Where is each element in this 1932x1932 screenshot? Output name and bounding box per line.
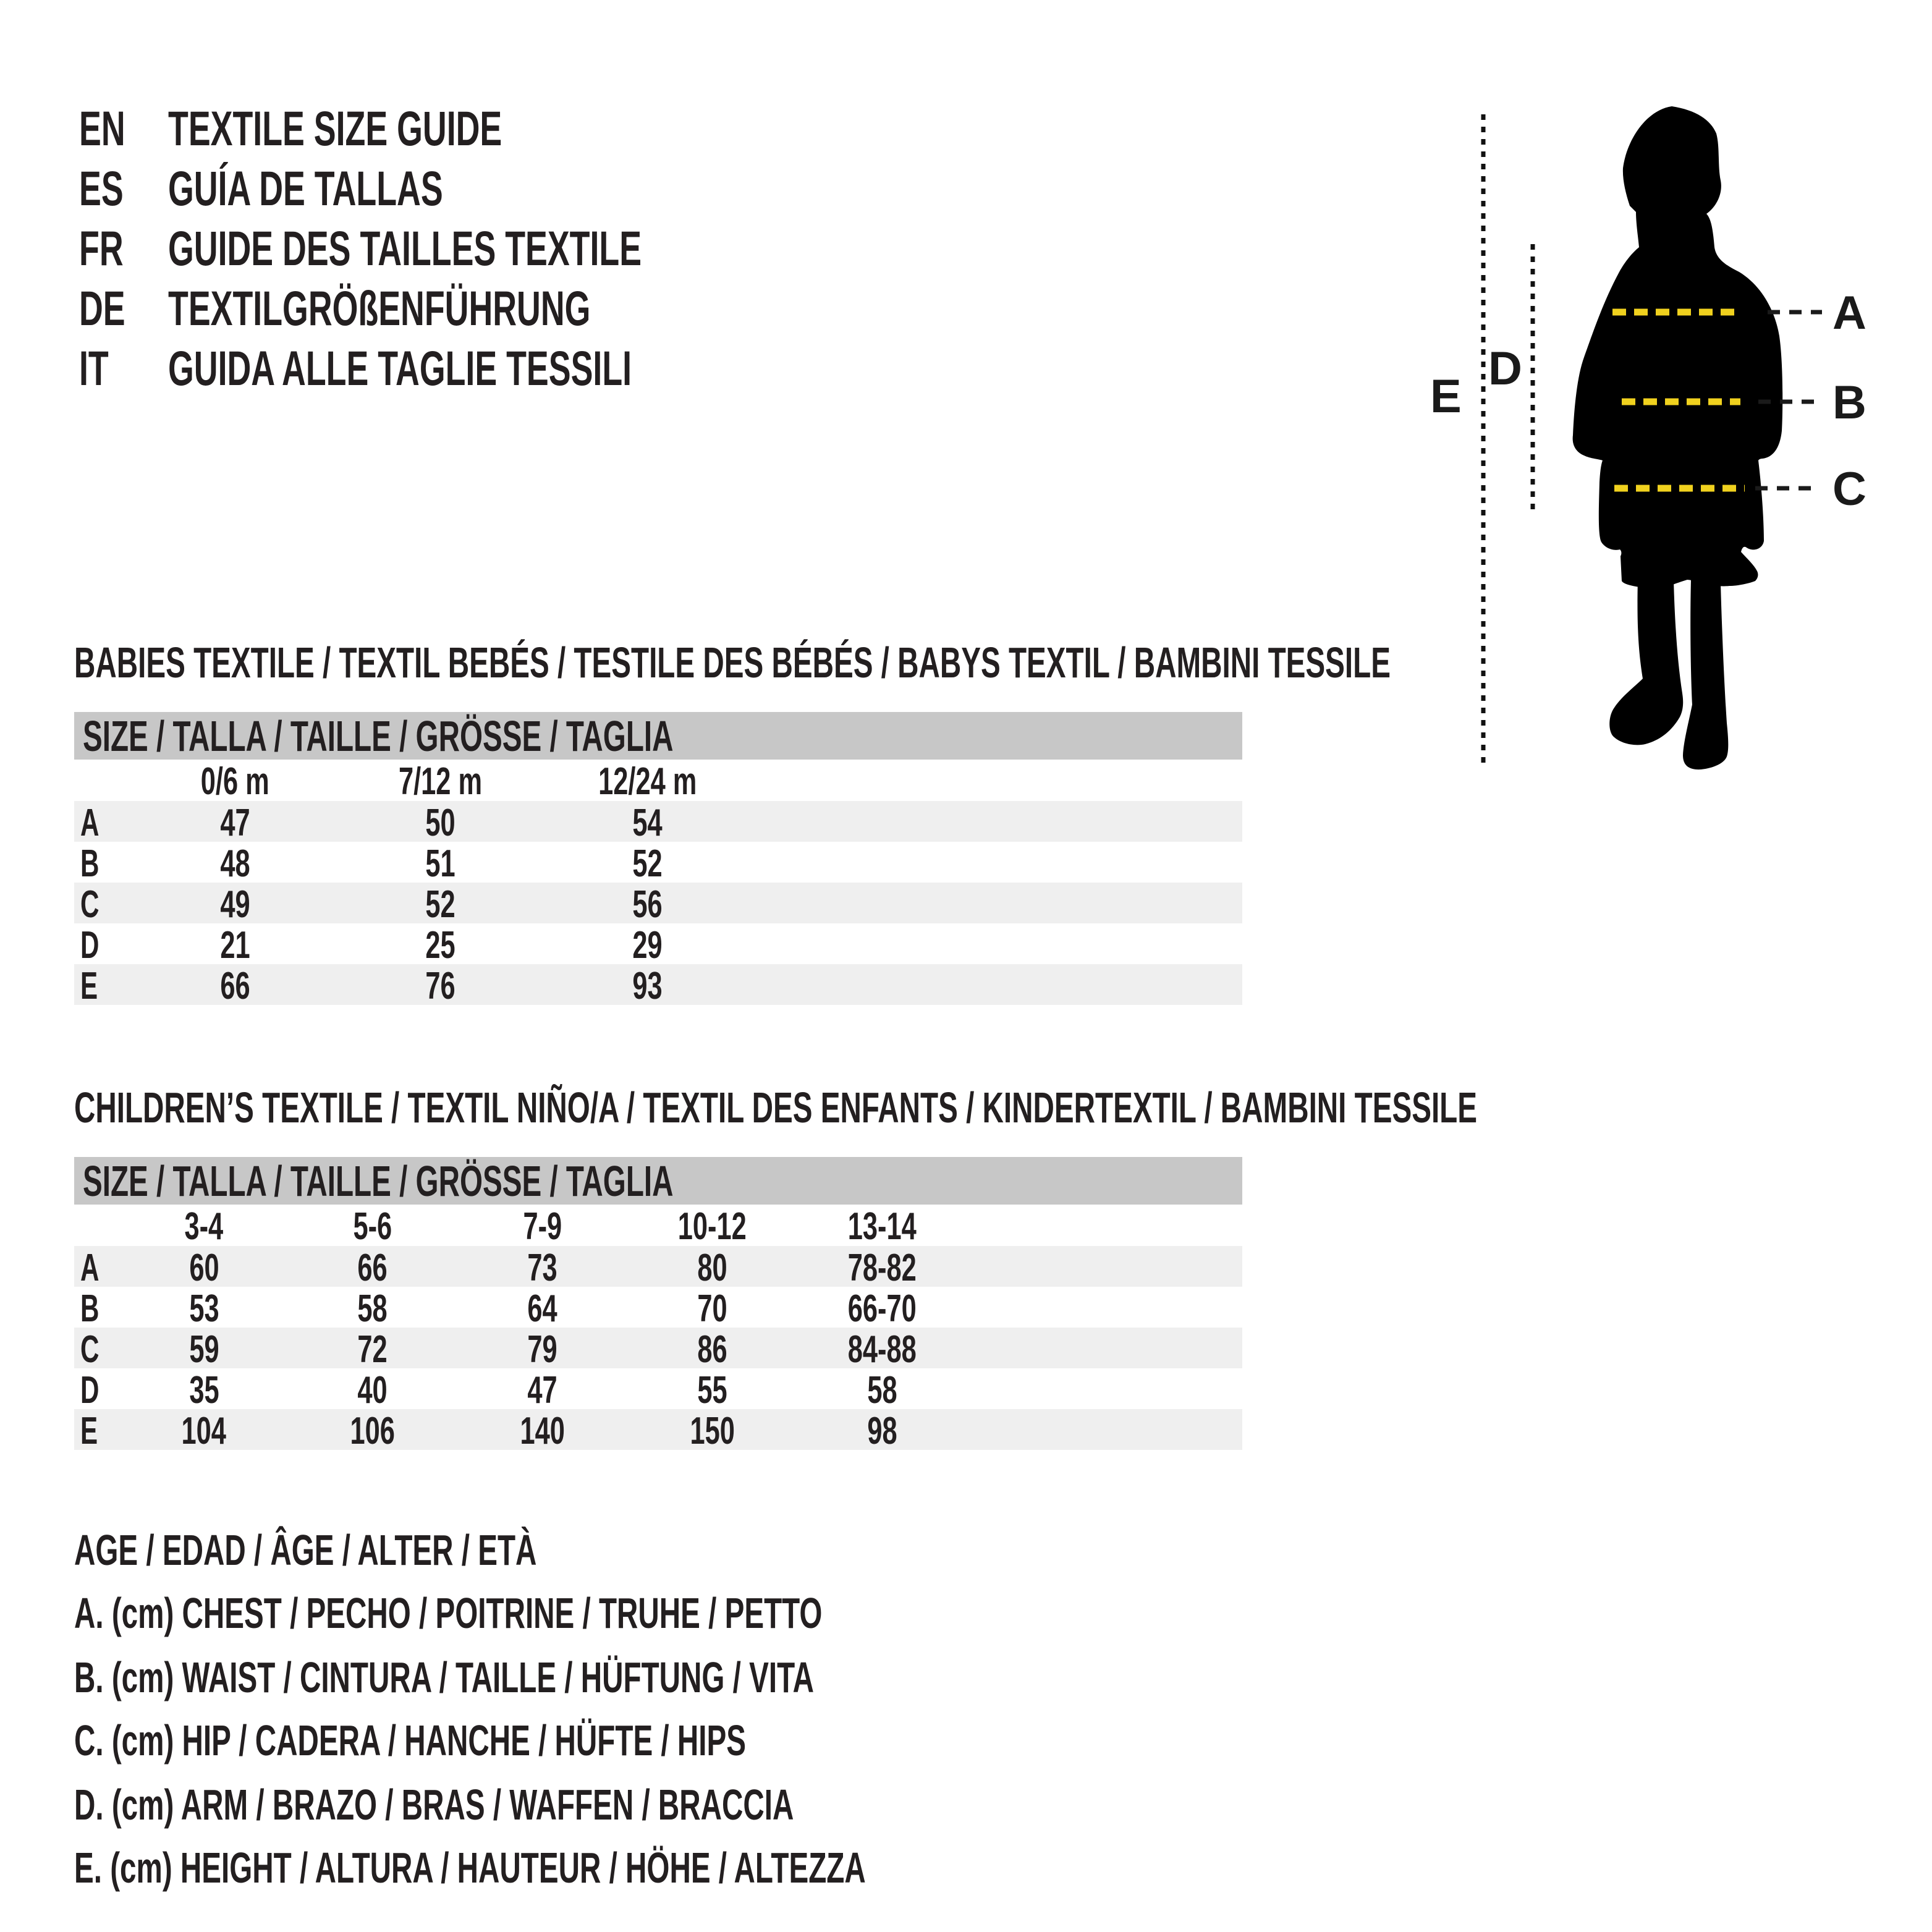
legend-hip-line [74, 1716, 1062, 1765]
value-text: 54 [632, 802, 663, 844]
children-col-header-7-9-text: 7-9 [523, 1205, 562, 1248]
value-text: 86 [697, 1328, 727, 1371]
language-row-fr [0, 221, 1360, 276]
value-cell [457, 1409, 627, 1453]
value-text: 84-88 [847, 1328, 917, 1371]
value-text: 150 [690, 1410, 735, 1452]
value-cell [627, 1368, 797, 1412]
value-cell [121, 1409, 287, 1453]
babies-size-header-text: SIZE / TALLA / TAILLE / GRÖSSE / TAGLIA [83, 711, 674, 760]
value-text: 79 [527, 1328, 557, 1371]
value-text: 47 [219, 802, 250, 844]
value-cell [133, 964, 337, 1008]
children-col-header-13-14-text: 13-14 [847, 1205, 917, 1248]
language-title-en: TEXTILE SIZE GUIDE [168, 101, 502, 156]
row-label-text: D [80, 924, 100, 967]
row-label-text: C [80, 1328, 100, 1371]
language-title-it: GUIDA ALLE TAGLIE TESSILI [168, 341, 632, 396]
value-text: 66-70 [847, 1287, 917, 1330]
legend-height-text: E. (cm) HEIGHT / ALTURA / HAUTEUR / HÖHE / ALTEZZA [74, 1844, 866, 1892]
children-col-header-5-6-text: 5-6 [353, 1205, 392, 1248]
value-text: 53 [189, 1287, 219, 1330]
value-text: 40 [357, 1369, 388, 1412]
row-label-text: B [80, 842, 100, 885]
value-text: 58 [867, 1369, 897, 1412]
legend-age-line [74, 1528, 755, 1572]
table-row [74, 923, 1242, 967]
value-text: 52 [632, 842, 663, 885]
row-label-text: E [80, 965, 98, 1007]
value-cell [544, 883, 751, 926]
row-label-text: B [80, 1287, 100, 1330]
children-col-header-13-14 [797, 1205, 967, 1248]
value-cell [337, 842, 544, 886]
value-cell [287, 1287, 457, 1331]
waist-label-b: B [1832, 376, 1866, 429]
value-cell [337, 801, 544, 845]
value-text: 49 [219, 883, 250, 926]
language-code-en: EN [79, 101, 125, 156]
value-cell [797, 1246, 967, 1290]
children-col-header-10-12-text: 10-12 [677, 1205, 747, 1248]
legend-arm-text: D. (cm) ARM / BRAZO / BRAS / WAFFEN / BRACCIA [74, 1781, 794, 1829]
chest-label-a: A [1832, 287, 1866, 339]
value-cell [337, 923, 544, 967]
value-cell [627, 1328, 797, 1371]
value-cell [337, 964, 544, 1008]
value-cell [133, 883, 337, 926]
value-text: 106 [350, 1410, 395, 1452]
table-row [74, 1328, 1242, 1371]
height-label-e: E [1430, 370, 1462, 423]
child-measurement-diagram [1421, 87, 1928, 803]
children-column-header-row [74, 1205, 1242, 1246]
table-row [74, 1246, 1242, 1287]
legend-chest-line [74, 1591, 1174, 1635]
row-label [74, 842, 133, 886]
children-col-header-10-12 [627, 1205, 797, 1248]
table-row [74, 964, 1242, 1005]
babies-section-title-text: BABIES TEXTILE / TEXTIL BEBÉS / TESTILE DES BÉBÉS / BABYS TEXTIL / BAMBINI TESSILE [74, 638, 1391, 687]
children-size-table [74, 1157, 1242, 1450]
babies-col-header-7-12m [337, 760, 544, 803]
children-size-header-bar [74, 1157, 1242, 1205]
row-label [74, 801, 133, 845]
value-cell [797, 1409, 967, 1453]
value-cell [457, 1368, 627, 1412]
babies-col-header-0-6m [133, 760, 337, 803]
value-text: 64 [527, 1287, 557, 1330]
value-cell [287, 1328, 457, 1371]
children-col-header-3-4-text: 3-4 [184, 1205, 224, 1248]
value-cell [627, 1287, 797, 1331]
value-cell [457, 1328, 627, 1371]
language-code-fr: FR [79, 221, 124, 276]
value-text: 50 [425, 802, 455, 844]
babies-col-header-12-24m-text: 12/24 m [598, 760, 697, 803]
row-label [74, 883, 133, 926]
value-cell [133, 801, 337, 845]
legend-height-line [74, 1844, 1238, 1892]
table-row [74, 1287, 1242, 1328]
babies-section-title [74, 638, 1932, 687]
value-text: 56 [632, 883, 663, 926]
children-size-header-text: SIZE / TALLA / TAILLE / GRÖSSE / TAGLIA [83, 1156, 674, 1205]
value-text: 48 [219, 842, 250, 885]
children-section-title-text: CHILDREN’S TEXTILE / TEXTIL NIÑO/A / TEXTIL DES ENFANTS / KINDERTEXTIL / BAMBINI TESSILE [74, 1083, 1477, 1132]
row-label [74, 1368, 121, 1412]
legend-chest-text: A. (cm) CHEST / PECHO / POITRINE / TRUHE / PETTO [74, 1589, 823, 1637]
language-code-it: IT [79, 341, 109, 396]
value-text: 21 [219, 924, 250, 967]
value-text: 104 [181, 1410, 227, 1452]
language-title-es: GUÍA DE TALLAS [168, 161, 443, 216]
value-cell [121, 1368, 287, 1412]
value-cell [797, 1287, 967, 1331]
value-text: 140 [520, 1410, 565, 1452]
value-cell [287, 1246, 457, 1290]
table-row [74, 1409, 1242, 1450]
value-cell [457, 1287, 627, 1331]
babies-col-header-12-24m [544, 760, 751, 803]
babies-column-header-row [74, 760, 1242, 801]
row-label-text: C [80, 883, 100, 926]
child-body-shape [1573, 106, 1783, 588]
table-row [74, 1368, 1242, 1412]
table-row [74, 883, 1242, 926]
value-cell [627, 1246, 797, 1290]
language-row-es [0, 161, 1360, 216]
value-cell [544, 801, 751, 845]
children-col-header-3-4 [121, 1205, 287, 1248]
babies-size-table [74, 712, 1242, 1005]
language-row-it [0, 341, 1360, 396]
children-section-title [74, 1083, 1932, 1132]
row-label [74, 1287, 121, 1331]
value-text: 47 [527, 1369, 557, 1412]
value-cell [121, 1246, 287, 1290]
arm-label-d: D [1488, 342, 1522, 395]
row-label [74, 1328, 121, 1371]
value-cell [287, 1409, 457, 1453]
hip-label-c: C [1832, 463, 1866, 515]
value-text: 55 [697, 1369, 727, 1412]
value-cell [133, 923, 337, 967]
row-label-text: D [80, 1369, 100, 1412]
value-cell [544, 842, 751, 886]
value-cell [457, 1246, 627, 1290]
table-row [74, 801, 1242, 842]
legend-waist-text: B. (cm) WAIST / CINTURA / TAILLE / HÜFTUNG / VITA [74, 1653, 815, 1701]
value-text: 98 [867, 1410, 897, 1452]
babies-col-header-7-12m-text: 7/12 m [398, 760, 483, 803]
language-row-en [0, 101, 1360, 156]
value-text: 80 [697, 1247, 727, 1289]
language-title-fr: GUIDE DES TAILLES TEXTILE [168, 221, 642, 276]
value-text: 29 [632, 924, 663, 967]
value-cell [121, 1287, 287, 1331]
row-label-text: E [80, 1410, 98, 1452]
legend-hip-text: C. (cm) HIP / CADERA / HANCHE / HÜFTE / HIPS [74, 1716, 746, 1765]
row-label [74, 1246, 121, 1290]
language-code-es: ES [79, 161, 124, 216]
children-col-header-7-9 [457, 1205, 627, 1248]
value-cell [797, 1368, 967, 1412]
value-text: 78-82 [847, 1247, 917, 1289]
value-text: 72 [357, 1328, 388, 1371]
value-text: 66 [357, 1247, 388, 1289]
legend-age-text: AGE / EDAD / ÂGE / ALTER / ETÀ [74, 1526, 537, 1574]
value-text: 73 [527, 1247, 557, 1289]
value-cell [544, 964, 751, 1008]
language-row-de [0, 281, 1360, 336]
value-cell [287, 1368, 457, 1412]
value-text: 66 [219, 965, 250, 1007]
language-code-de: DE [79, 281, 125, 336]
value-text: 58 [357, 1287, 388, 1330]
legend-waist-line [74, 1653, 1162, 1701]
legend-arm-line [74, 1781, 1132, 1829]
value-text: 76 [425, 965, 455, 1007]
row-label [74, 923, 133, 967]
table-row [74, 842, 1242, 883]
value-cell [121, 1328, 287, 1371]
row-label-text: A [80, 802, 100, 844]
babies-col-header-0-6m-text: 0/6 m [200, 760, 269, 803]
value-cell [544, 923, 751, 967]
babies-size-header-bar [74, 712, 1242, 760]
value-text: 93 [632, 965, 663, 1007]
value-cell [627, 1409, 797, 1453]
row-label [74, 1409, 121, 1453]
value-text: 70 [697, 1287, 727, 1330]
row-label-text: A [80, 1247, 100, 1289]
value-text: 52 [425, 883, 455, 926]
value-text: 59 [189, 1328, 219, 1371]
value-text: 35 [189, 1369, 219, 1412]
value-cell [797, 1328, 967, 1371]
language-title-de: TEXTILGRÖßENFÜHRUNG [168, 281, 591, 336]
value-text: 60 [189, 1247, 219, 1289]
value-cell [133, 842, 337, 886]
value-text: 51 [425, 842, 455, 885]
value-text: 25 [425, 924, 455, 967]
children-col-header-5-6 [287, 1205, 457, 1248]
value-cell [337, 883, 544, 926]
row-label [74, 964, 133, 1008]
